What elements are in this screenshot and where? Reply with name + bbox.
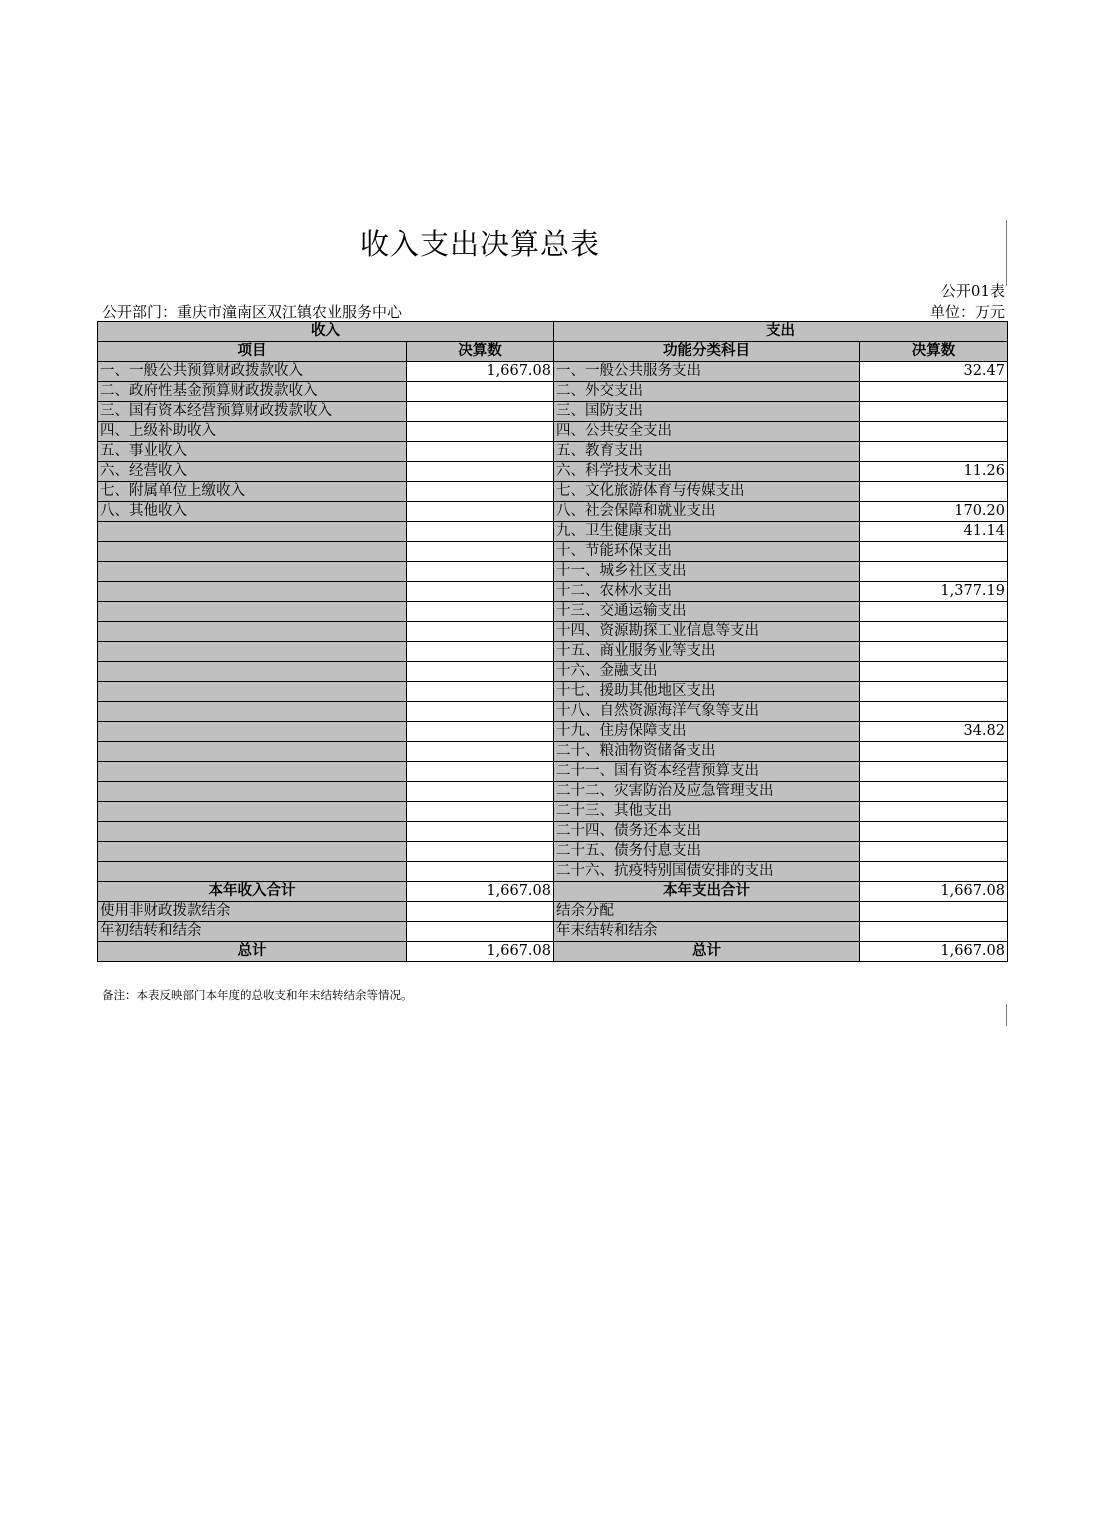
table-row [98,582,1008,602]
income-amount-cell [407,782,554,802]
income-amount-cell [407,422,554,442]
income-item-cell: 八、其他收入 [98,502,407,522]
grand-income-label: 总计 [98,942,407,962]
income-item-cell [98,522,407,542]
expense-amount-cell [860,642,1008,662]
non-fiscal-row [98,902,1008,922]
expense-item-cell: 十四、资源勘探工业信息等支出 [554,622,860,642]
income-item-cell [98,782,407,802]
income-amount-cell [407,462,554,482]
income-item-cell [98,642,407,662]
expense-item-cell: 三、国防支出 [554,402,860,422]
expense-item-cell: 十一、城乡社区支出 [554,562,860,582]
column-header-row [98,342,1008,362]
expense-amount-cell [860,702,1008,722]
expense-amount-cell [860,842,1008,862]
table-row [98,602,1008,622]
income-section-header: 收入 [98,322,554,342]
income-amount-cell [407,602,554,622]
table-row [98,782,1008,802]
expense-amount-cell [860,382,1008,402]
expense-item-cell: 七、文化旅游体育与传媒支出 [554,482,860,502]
expense-item-cell: 十五、商业服务业等支出 [554,642,860,662]
expense-amount-cell: 41.14 [860,522,1008,542]
expense-item-cell: 二、外交支出 [554,382,860,402]
income-item-cell [98,582,407,602]
grand-income-value: 1,667.08 [407,942,554,962]
section-header-row [98,322,1008,342]
table-row [98,662,1008,682]
table-row [98,702,1008,722]
table-row [98,362,1008,382]
expense-amount-cell: 34.82 [860,722,1008,742]
table-row [98,802,1008,822]
expense-item-cell: 二十、粮油物资储备支出 [554,742,860,762]
table-row [98,722,1008,742]
expense-item-cell: 二十五、债务付息支出 [554,842,860,862]
income-amount-cell [407,622,554,642]
expense-item-cell: 九、卫生健康支出 [554,522,860,542]
expense-amount-cell [860,742,1008,762]
expense-amount-cell [860,802,1008,822]
income-amount-cell [407,382,554,402]
non-fiscal-label: 使用非财政拨款结余 [98,902,407,922]
table-row [98,842,1008,862]
income-item-cell [98,602,407,622]
income-total-value: 1,667.08 [407,882,554,902]
table-row [98,542,1008,562]
income-amount-cell [407,842,554,862]
report-title: 收入支出决算总表 [359,227,600,261]
income-amount-cell [407,742,554,762]
income-item-cell [98,822,407,842]
distribution-label: 结余分配 [554,902,860,922]
income-amount-cell [407,822,554,842]
income-item-cell: 四、上级补助收入 [98,422,407,442]
amount-column-header: 决算数 [407,342,554,362]
table-row [98,762,1008,782]
grand-expense-label: 总计 [554,942,860,962]
expense-item-cell: 十三、交通运输支出 [554,602,860,622]
expense-amount-cell [860,622,1008,642]
expense-amount-cell [860,822,1008,842]
income-item-cell [98,622,407,642]
expense-item-cell: 十七、援助其他地区支出 [554,682,860,702]
income-item-cell [98,762,407,782]
expense-item-cell: 二十三、其他支出 [554,802,860,822]
income-item-cell [98,742,407,762]
expense-amount-cell: 32.47 [860,362,1008,382]
income-amount-cell [407,562,554,582]
income-amount-cell [407,642,554,662]
table-row [98,742,1008,762]
income-item-cell: 二、政府性基金预算财政拨款收入 [98,382,407,402]
income-amount-cell [407,402,554,422]
table-row [98,562,1008,582]
distribution-value [860,902,1008,922]
income-amount-cell [407,582,554,602]
expense-item-cell: 十、节能环保支出 [554,542,860,562]
table-row [98,382,1008,402]
footnote: 备注：本表反映部门本年度的总收支和年末结转结余等情况。 [102,988,413,1002]
table-row [98,402,1008,422]
expense-item-cell: 五、教育支出 [554,442,860,462]
income-amount-cell: 1,667.08 [407,362,554,382]
expense-amount-cell [860,422,1008,442]
expense-amount-cell: 1,377.19 [860,582,1008,602]
income-amount-cell [407,682,554,702]
table-row [98,682,1008,702]
expense-amount-cell: 170.20 [860,502,1008,522]
income-item-cell: 六、经营收入 [98,462,407,482]
expense-section-header: 支出 [554,322,1008,342]
expense-item-cell: 八、社会保障和就业支出 [554,502,860,522]
expense-amount-cell [860,662,1008,682]
table-row [98,822,1008,842]
income-amount-cell [407,502,554,522]
table-row [98,502,1008,522]
expense-item-cell: 二十四、债务还本支出 [554,822,860,842]
income-amount-cell [407,762,554,782]
expense-amount-cell: 11.26 [860,462,1008,482]
page-edge-line-top [1006,220,1007,286]
begin-balance-label: 年初结转和结余 [98,922,407,942]
grand-expense-value: 1,667.08 [860,942,1008,962]
income-item-cell [98,722,407,742]
income-item-cell: 五、事业收入 [98,442,407,462]
expense-item-cell: 十六、金融支出 [554,662,860,682]
amount2-column-header: 决算数 [860,342,1008,362]
expense-item-cell: 四、公共安全支出 [554,422,860,442]
expense-item-cell: 十二、农林水支出 [554,582,860,602]
expense-amount-cell [860,402,1008,422]
table-row [98,522,1008,542]
department-label: 公开部门：重庆市潼南区双江镇农业服务中心 [102,303,403,321]
income-item-cell: 七、附属单位上缴收入 [98,482,407,502]
income-amount-cell [407,442,554,462]
income-item-cell: 三、国有资本经营预算财政拨款收入 [98,402,407,422]
year-total-row [98,882,1008,902]
unit-label: 单位：万元 [929,303,1005,321]
expense-item-cell: 十九、住房保障支出 [554,722,860,742]
expense-amount-cell [860,542,1008,562]
expense-total-label: 本年支出合计 [554,882,860,902]
page-edge-line-bottom [1006,1004,1007,1026]
income-item-cell [98,842,407,862]
income-amount-cell [407,542,554,562]
table-row [98,862,1008,882]
income-amount-cell [407,702,554,722]
income-item-cell [98,562,407,582]
expense-item-cell: 二十二、灾害防治及应急管理支出 [554,782,860,802]
expense-amount-cell [860,562,1008,582]
expense-amount-cell [860,482,1008,502]
expense-item-cell: 二十六、抗疫特别国债安排的支出 [554,862,860,882]
table-row [98,462,1008,482]
income-expense-table [97,321,1008,962]
income-amount-cell [407,522,554,542]
income-amount-cell [407,662,554,682]
income-item-cell [98,702,407,722]
income-amount-cell [407,862,554,882]
balance-row [98,922,1008,942]
expense-item-cell: 六、科学技术支出 [554,462,860,482]
expense-item-cell: 一、一般公共服务支出 [554,362,860,382]
expense-total-value: 1,667.08 [860,882,1008,902]
income-item-cell: 一、一般公共预算财政拨款收入 [98,362,407,382]
income-item-cell [98,862,407,882]
income-total-label: 本年收入合计 [98,882,407,902]
begin-balance-value [407,922,554,942]
end-balance-value [860,922,1008,942]
expense-item-cell: 十八、自然资源海洋气象等支出 [554,702,860,722]
table-row [98,622,1008,642]
expense-amount-cell [860,762,1008,782]
income-amount-cell [407,802,554,822]
income-item-cell [98,682,407,702]
table-row [98,422,1008,442]
income-item-cell [98,662,407,682]
table-row [98,642,1008,662]
expense-item-cell: 二十一、国有资本经营预算支出 [554,762,860,782]
income-amount-cell [407,722,554,742]
expense-amount-cell [860,602,1008,622]
income-item-cell [98,802,407,822]
income-amount-cell [407,482,554,502]
expense-amount-cell [860,862,1008,882]
income-item-cell [98,542,407,562]
table-row [98,442,1008,462]
expense-amount-cell [860,442,1008,462]
form-code: 公开01表 [940,282,1005,300]
function-item-column-header: 功能分类科目 [554,342,860,362]
end-balance-label: 年末结转和结余 [554,922,860,942]
table-row [98,482,1008,502]
expense-amount-cell [860,682,1008,702]
grand-total-row [98,942,1008,962]
non-fiscal-value [407,902,554,922]
item-column-header: 项目 [98,342,407,362]
expense-amount-cell [860,782,1008,802]
